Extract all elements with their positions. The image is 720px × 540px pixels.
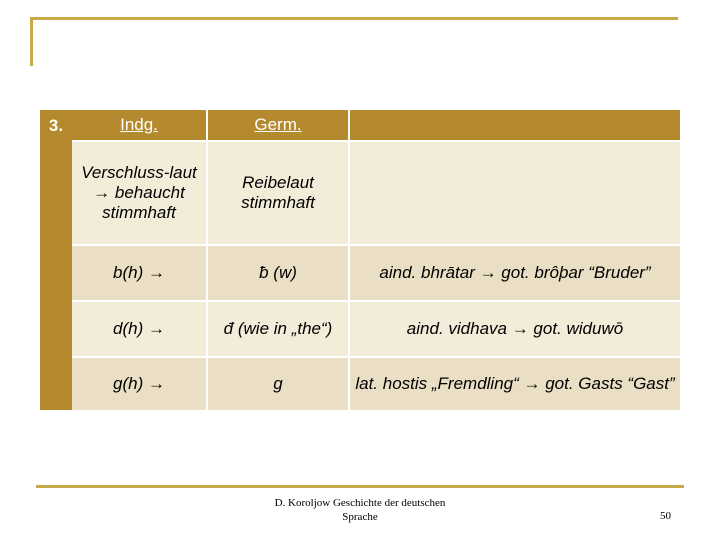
header-empty [348, 110, 680, 140]
row-1-germ: Reibelaut stimmhaft [206, 140, 348, 244]
table-row [40, 356, 680, 410]
table-row [40, 244, 680, 300]
row-3-germ: đ (wie in „the“) [206, 300, 348, 356]
table-row [40, 140, 680, 244]
left-decorative-line [30, 17, 33, 66]
table-row [40, 300, 680, 356]
row-2-example: aind. bhrātar → got. brôþar “Bruder” [348, 244, 680, 300]
header-germ: Germ. [254, 115, 302, 134]
page-number: 50 [660, 510, 671, 522]
bottom-decorative-line [36, 485, 684, 488]
header-indg: Indg. [120, 115, 158, 134]
row-1-indg: Verschluss-laut → behaucht stimmhaft [72, 140, 206, 244]
table-header-row [40, 110, 680, 140]
row-3-example: aind. vidhava → got. widuwō [348, 300, 680, 356]
row-3-indg: d(h) → [72, 300, 206, 356]
row-4-indg: g(h) → [72, 356, 206, 410]
row-4-example: lat. hostis „Fremdling“ → got. Gasts “Gast” [348, 356, 680, 410]
row-2-indg: b(h) → [72, 244, 206, 300]
row-4-germ: g [206, 356, 348, 410]
slide-number: 3. [40, 110, 72, 410]
top-decorative-line [30, 17, 678, 20]
footer-citation: D. Koroljow Geschichte der deutschen Sprache [274, 497, 446, 523]
row-2-germ: ƀ (w) [206, 244, 348, 300]
row-1-example [348, 140, 680, 244]
sound-shift-table [40, 110, 680, 410]
